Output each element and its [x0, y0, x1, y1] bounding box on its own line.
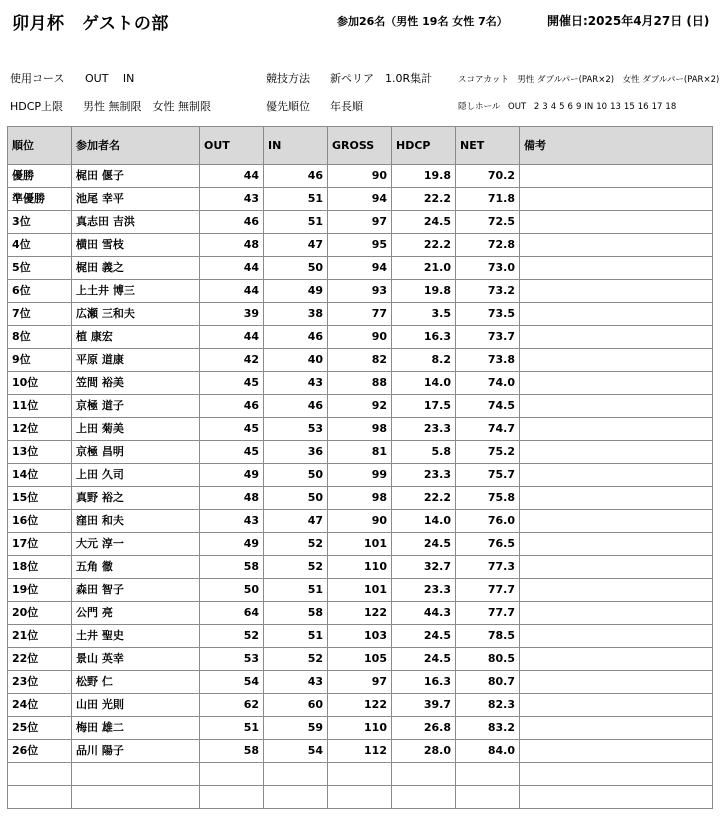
in-score-cell: 50: [264, 487, 328, 510]
table-row: [8, 694, 713, 717]
rank-cell: 10位: [8, 372, 72, 395]
hdcp-cell: 16.3: [392, 326, 456, 349]
rank-cell: 23位: [8, 671, 72, 694]
empty-cell: [200, 763, 264, 786]
rank-cell: 15位: [8, 487, 72, 510]
gross-score-cell: 94: [328, 257, 392, 280]
table-row: [8, 418, 713, 441]
table-row: [8, 211, 713, 234]
hidden-hole-number: 2: [533, 102, 540, 112]
participant-name-cell: 土井 聖史: [72, 625, 200, 648]
table-row: [8, 648, 713, 671]
gross-score-cell: 98: [328, 487, 392, 510]
participant-name-cell: 公門 亮: [72, 602, 200, 625]
net-score-cell: 77.7: [456, 602, 520, 625]
gross-score-cell: 90: [328, 510, 392, 533]
hdcp-cell: 19.8: [392, 165, 456, 188]
rank-cell: 13位: [8, 441, 72, 464]
rank-cell: 7位: [8, 303, 72, 326]
priority-label: 優先順位: [266, 100, 310, 113]
rank-cell: 22位: [8, 648, 72, 671]
out-score-cell: 43: [200, 510, 264, 533]
in-score-cell: 49: [264, 280, 328, 303]
gross-score-cell: 90: [328, 165, 392, 188]
net-score-cell: 70.2: [456, 165, 520, 188]
hdcp-cell: 23.3: [392, 579, 456, 602]
out-score-cell: 39: [200, 303, 264, 326]
participant-name-cell: 真志田 吉洪: [72, 211, 200, 234]
net-score-cell: 78.5: [456, 625, 520, 648]
net-score-cell: 72.8: [456, 234, 520, 257]
net-score-cell: 74.5: [456, 395, 520, 418]
participant-name-cell: 窪田 和夫: [72, 510, 200, 533]
note-cell: [520, 740, 713, 763]
hdcp-limit-value: 男性 無制限 女性 無制限: [83, 100, 211, 113]
gross-score-cell: 93: [328, 280, 392, 303]
in-score-cell: 46: [264, 165, 328, 188]
table-row: [8, 671, 713, 694]
gross-score-cell: 101: [328, 579, 392, 602]
out-score-cell: 45: [200, 441, 264, 464]
empty-cell: [520, 763, 713, 786]
participant-name-cell: 上土井 博三: [72, 280, 200, 303]
rank-cell: 11位: [8, 395, 72, 418]
net-score-cell: 75.2: [456, 441, 520, 464]
note-cell: [520, 326, 713, 349]
empty-cell: [8, 763, 72, 786]
gross-score-cell: 88: [328, 372, 392, 395]
participant-name-cell: 植 康宏: [72, 326, 200, 349]
gross-score-cell: 97: [328, 671, 392, 694]
participant-count: 参加26名（男性 19名 女性 7名）: [337, 15, 508, 28]
hdcp-cell: 24.5: [392, 625, 456, 648]
hidden-hole-number: 18: [665, 102, 677, 112]
results-body: [8, 165, 713, 809]
note-cell: [520, 671, 713, 694]
out-score-cell: 45: [200, 372, 264, 395]
participant-name-cell: 池尾 幸平: [72, 188, 200, 211]
hdcp-cell: 22.2: [392, 487, 456, 510]
hidden-hole-number: 4: [550, 102, 557, 112]
score-cut-info: スコアカット 男性 ダブルパー(PAR×2) 女性 ダブルパー(PAR×2): [458, 75, 720, 85]
hdcp-cell: 23.3: [392, 418, 456, 441]
out-score-cell: 54: [200, 671, 264, 694]
note-cell: [520, 418, 713, 441]
in-score-cell: 51: [264, 625, 328, 648]
participant-name-cell: 広瀬 三和夫: [72, 303, 200, 326]
out-score-cell: 53: [200, 648, 264, 671]
in-score-cell: 43: [264, 372, 328, 395]
net-score-cell: 80.7: [456, 671, 520, 694]
participant-name-cell: 笠間 裕美: [72, 372, 200, 395]
note-cell: [520, 349, 713, 372]
note-cell: [520, 372, 713, 395]
participant-name-cell: 上田 菊美: [72, 418, 200, 441]
hidden-hole-number: 16: [637, 102, 649, 112]
in-score-cell: 36: [264, 441, 328, 464]
table-row: [8, 441, 713, 464]
in-score-cell: 60: [264, 694, 328, 717]
note-cell: [520, 234, 713, 257]
in-score-cell: 46: [264, 395, 328, 418]
in-score-cell: 47: [264, 510, 328, 533]
gross-score-cell: 110: [328, 717, 392, 740]
table-row: [8, 487, 713, 510]
gross-score-cell: 122: [328, 694, 392, 717]
hidden-hole-number: 9: [575, 102, 582, 112]
empty-cell: [520, 786, 713, 809]
participant-name-cell: 上田 久司: [72, 464, 200, 487]
in-score-cell: 51: [264, 211, 328, 234]
rank-cell: 4位: [8, 234, 72, 257]
note-cell: [520, 510, 713, 533]
empty-cell: [392, 786, 456, 809]
empty-cell: [392, 763, 456, 786]
net-score-cell: 71.8: [456, 188, 520, 211]
empty-table-row: [8, 786, 713, 809]
table-row: [8, 625, 713, 648]
table-row: [8, 533, 713, 556]
net-score-cell: 80.5: [456, 648, 520, 671]
in-score-cell: 51: [264, 188, 328, 211]
table-row: [8, 510, 713, 533]
hidden-hole-number: 15: [623, 102, 635, 112]
gross-score-cell: 77: [328, 303, 392, 326]
header-rank: 順位: [8, 127, 72, 165]
in-score-cell: 52: [264, 648, 328, 671]
note-cell: [520, 602, 713, 625]
out-score-cell: 44: [200, 165, 264, 188]
header-out: OUT: [200, 127, 264, 165]
participant-name-cell: 五角 徹: [72, 556, 200, 579]
out-score-cell: 58: [200, 556, 264, 579]
rank-cell: 17位: [8, 533, 72, 556]
note-cell: [520, 211, 713, 234]
out-score-cell: 48: [200, 487, 264, 510]
net-score-cell: 72.5: [456, 211, 520, 234]
net-score-cell: 83.2: [456, 717, 520, 740]
note-cell: [520, 165, 713, 188]
table-row: [8, 257, 713, 280]
hidden-hole-number: 13: [610, 102, 621, 112]
table-row: [8, 464, 713, 487]
rank-cell: 8位: [8, 326, 72, 349]
rank-cell: 26位: [8, 740, 72, 763]
net-score-cell: 74.7: [456, 418, 520, 441]
net-score-cell: 73.7: [456, 326, 520, 349]
out-score-cell: 62: [200, 694, 264, 717]
hdcp-cell: 39.7: [392, 694, 456, 717]
rank-cell: 18位: [8, 556, 72, 579]
header-hdcp: HDCP: [392, 127, 456, 165]
note-cell: [520, 625, 713, 648]
header-name: 参加者名: [72, 127, 200, 165]
table-header-row: [8, 127, 713, 165]
net-score-cell: 75.7: [456, 464, 520, 487]
gross-score-cell: 81: [328, 441, 392, 464]
header-net: NET: [456, 127, 520, 165]
in-score-cell: 52: [264, 556, 328, 579]
header-in: IN: [264, 127, 328, 165]
hdcp-cell: 24.5: [392, 648, 456, 671]
in-score-cell: 47: [264, 234, 328, 257]
in-score-cell: 43: [264, 671, 328, 694]
gross-score-cell: 82: [328, 349, 392, 372]
gross-score-cell: 90: [328, 326, 392, 349]
participant-name-cell: 森田 智子: [72, 579, 200, 602]
out-score-cell: 49: [200, 464, 264, 487]
empty-cell: [456, 786, 520, 809]
net-score-cell: 73.8: [456, 349, 520, 372]
gross-score-cell: 101: [328, 533, 392, 556]
table-row: [8, 717, 713, 740]
note-cell: [520, 441, 713, 464]
hdcp-cell: 14.0: [392, 510, 456, 533]
note-cell: [520, 303, 713, 326]
hdcp-cell: 17.5: [392, 395, 456, 418]
hdcp-cell: 21.0: [392, 257, 456, 280]
hdcp-cell: 8.2: [392, 349, 456, 372]
hdcp-cell: 32.7: [392, 556, 456, 579]
note-cell: [520, 188, 713, 211]
rank-cell: 19位: [8, 579, 72, 602]
in-score-cell: 46: [264, 326, 328, 349]
gross-score-cell: 97: [328, 211, 392, 234]
empty-cell: [200, 786, 264, 809]
note-cell: [520, 533, 713, 556]
table-row: [8, 326, 713, 349]
participant-name-cell: 梶田 偃子: [72, 165, 200, 188]
empty-cell: [72, 763, 200, 786]
note-cell: [520, 280, 713, 303]
net-score-cell: 77.3: [456, 556, 520, 579]
out-score-cell: 49: [200, 533, 264, 556]
rank-cell: 16位: [8, 510, 72, 533]
in-score-cell: 50: [264, 464, 328, 487]
net-score-cell: 77.7: [456, 579, 520, 602]
participant-name-cell: 梶田 義之: [72, 257, 200, 280]
table-row: [8, 372, 713, 395]
empty-table-row: [8, 763, 713, 786]
hdcp-cell: 22.2: [392, 188, 456, 211]
out-score-cell: 51: [200, 717, 264, 740]
rank-cell: 21位: [8, 625, 72, 648]
participant-name-cell: 梅田 雄二: [72, 717, 200, 740]
course-label: 使用コース: [10, 72, 65, 85]
net-score-cell: 73.2: [456, 280, 520, 303]
table-row: [8, 165, 713, 188]
hidden-hole-number: 3: [542, 102, 548, 112]
empty-cell: [328, 786, 392, 809]
out-score-cell: 64: [200, 602, 264, 625]
note-cell: [520, 579, 713, 602]
out-score-cell: 42: [200, 349, 264, 372]
method-label: 競技方法: [266, 72, 310, 85]
out-score-cell: 45: [200, 418, 264, 441]
course-value: OUT IN: [85, 72, 135, 85]
table-row: [8, 579, 713, 602]
gross-score-cell: 99: [328, 464, 392, 487]
hdcp-cell: 14.0: [392, 372, 456, 395]
in-score-cell: 53: [264, 418, 328, 441]
in-score-cell: 50: [264, 257, 328, 280]
rank-cell: 20位: [8, 602, 72, 625]
gross-score-cell: 112: [328, 740, 392, 763]
empty-cell: [328, 763, 392, 786]
note-cell: [520, 717, 713, 740]
hidden-holes-info: [458, 100, 684, 112]
table-row: [8, 602, 713, 625]
out-score-cell: 48: [200, 234, 264, 257]
out-score-cell: 58: [200, 740, 264, 763]
table-row: [8, 280, 713, 303]
net-score-cell: 74.0: [456, 372, 520, 395]
hdcp-cell: 19.8: [392, 280, 456, 303]
note-cell: [520, 487, 713, 510]
hidden-hole-number: 10: [596, 102, 608, 112]
hdcp-cell: 3.5: [392, 303, 456, 326]
net-score-cell: 75.8: [456, 487, 520, 510]
hdcp-cell: 5.8: [392, 441, 456, 464]
gross-score-cell: 95: [328, 234, 392, 257]
rank-cell: 優勝: [8, 165, 72, 188]
net-score-cell: 73.0: [456, 257, 520, 280]
hdcp-cell: 22.2: [392, 234, 456, 257]
table-row: [8, 556, 713, 579]
out-score-cell: 50: [200, 579, 264, 602]
participant-name-cell: 真野 裕之: [72, 487, 200, 510]
hidden-holes-list: [534, 102, 679, 112]
participant-name-cell: 山田 光則: [72, 694, 200, 717]
net-score-cell: 76.0: [456, 510, 520, 533]
empty-cell: [264, 763, 328, 786]
empty-cell: [456, 763, 520, 786]
rank-cell: 3位: [8, 211, 72, 234]
net-score-cell: 82.3: [456, 694, 520, 717]
priority-value: 年長順: [330, 100, 363, 113]
in-score-cell: 54: [264, 740, 328, 763]
hidden-hole-number: 6: [567, 102, 573, 112]
hidden-hole-number: 17: [651, 102, 663, 112]
rank-cell: 6位: [8, 280, 72, 303]
table-row: [8, 188, 713, 211]
out-score-cell: 44: [200, 326, 264, 349]
header-gross: GROSS: [328, 127, 392, 165]
gross-score-cell: 105: [328, 648, 392, 671]
page-title: 卯月杯 ゲストの部: [12, 14, 169, 34]
hdcp-cell: 26.8: [392, 717, 456, 740]
in-score-cell: 51: [264, 579, 328, 602]
hdcp-cell: 28.0: [392, 740, 456, 763]
net-score-cell: 76.5: [456, 533, 520, 556]
participant-name-cell: 松野 仁: [72, 671, 200, 694]
gross-score-cell: 103: [328, 625, 392, 648]
hdcp-limit-label: HDCP上限: [10, 100, 64, 113]
note-cell: [520, 257, 713, 280]
gross-score-cell: 98: [328, 418, 392, 441]
empty-cell: [8, 786, 72, 809]
event-date: 開催日:2025年4月27日 (日): [547, 14, 710, 28]
participant-name-cell: 横田 雪枝: [72, 234, 200, 257]
rank-cell: 5位: [8, 257, 72, 280]
hdcp-cell: 16.3: [392, 671, 456, 694]
hidden-holes-label: 隠しホール: [458, 102, 501, 112]
rank-cell: 25位: [8, 717, 72, 740]
participant-name-cell: 平原 道康: [72, 349, 200, 372]
hdcp-cell: 23.3: [392, 464, 456, 487]
header-note: 備考: [520, 127, 713, 165]
table-row: [8, 395, 713, 418]
table-row: [8, 349, 713, 372]
in-score-cell: 38: [264, 303, 328, 326]
table-row: [8, 303, 713, 326]
participant-name-cell: 京極 昌明: [72, 441, 200, 464]
note-cell: [520, 556, 713, 579]
out-score-cell: 46: [200, 211, 264, 234]
rank-cell: 14位: [8, 464, 72, 487]
table-row: [8, 234, 713, 257]
empty-cell: [72, 786, 200, 809]
participant-name-cell: 品川 陽子: [72, 740, 200, 763]
in-score-cell: 58: [264, 602, 328, 625]
rank-cell: 準優勝: [8, 188, 72, 211]
out-score-cell: 44: [200, 257, 264, 280]
in-score-cell: 59: [264, 717, 328, 740]
method-value: 新ペリア 1.0R集計: [330, 72, 433, 85]
gross-score-cell: 122: [328, 602, 392, 625]
gross-score-cell: 110: [328, 556, 392, 579]
participant-name-cell: 京極 道子: [72, 395, 200, 418]
in-score-cell: 40: [264, 349, 328, 372]
rank-cell: 12位: [8, 418, 72, 441]
out-score-cell: 52: [200, 625, 264, 648]
rank-cell: 24位: [8, 694, 72, 717]
in-score-cell: 52: [264, 533, 328, 556]
gross-score-cell: 94: [328, 188, 392, 211]
rank-cell: 9位: [8, 349, 72, 372]
hdcp-cell: 44.3: [392, 602, 456, 625]
out-score-cell: 46: [200, 395, 264, 418]
hdcp-cell: 24.5: [392, 533, 456, 556]
empty-cell: [264, 786, 328, 809]
note-cell: [520, 395, 713, 418]
table-row: [8, 740, 713, 763]
participant-name-cell: 大元 淳一: [72, 533, 200, 556]
note-cell: [520, 464, 713, 487]
note-cell: [520, 694, 713, 717]
hidden-hole-number: IN: [584, 102, 594, 112]
out-score-cell: 44: [200, 280, 264, 303]
net-score-cell: 73.5: [456, 303, 520, 326]
hdcp-cell: 24.5: [392, 211, 456, 234]
out-score-cell: 43: [200, 188, 264, 211]
net-score-cell: 84.0: [456, 740, 520, 763]
note-cell: [520, 648, 713, 671]
results-table: [7, 126, 713, 809]
participant-name-cell: 景山 英幸: [72, 648, 200, 671]
hidden-holes-out: OUT: [508, 102, 527, 112]
gross-score-cell: 92: [328, 395, 392, 418]
hidden-hole-number: 5: [559, 102, 565, 112]
